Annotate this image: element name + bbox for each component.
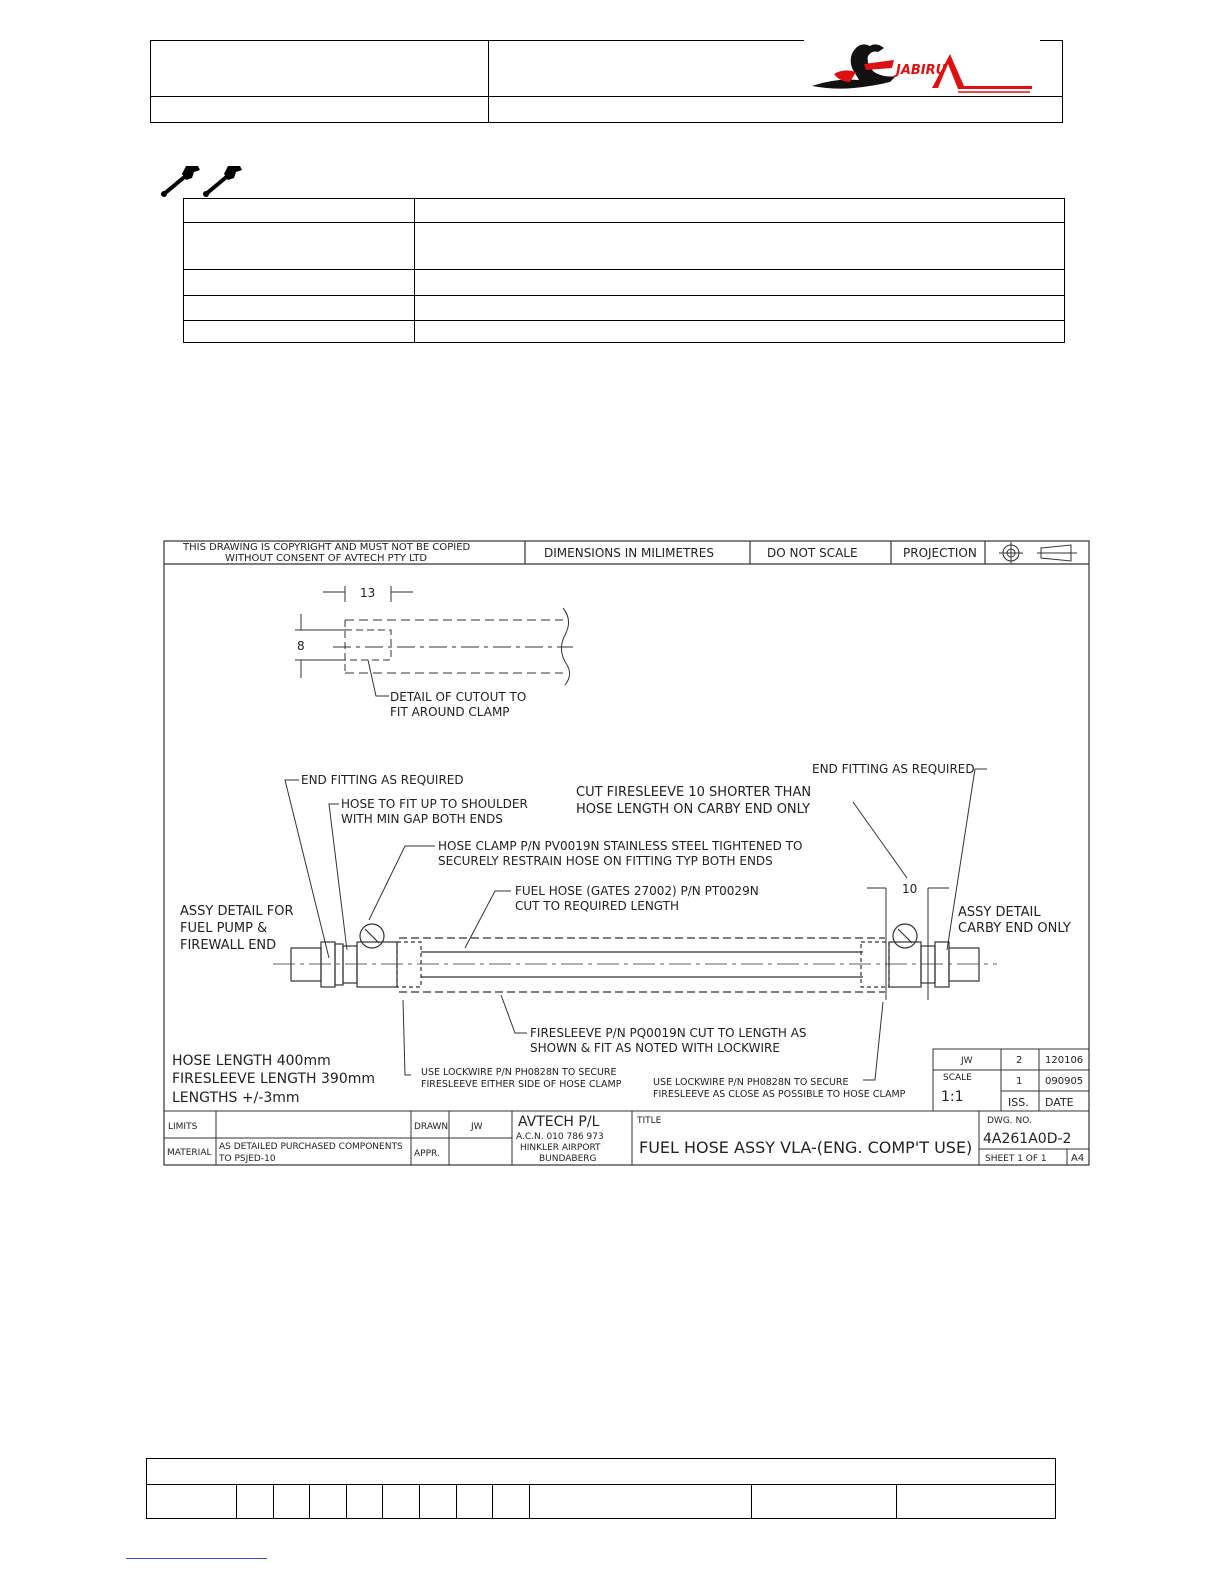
drawn-label: DRAWN	[414, 1122, 449, 1132]
lockwire-left-line-1: USE LOCKWIRE P/N PH0828N TO SECURE	[421, 1067, 617, 1078]
footer-col	[346, 1484, 347, 1519]
wrench-icon	[160, 162, 250, 198]
copyright-line-1: THIS DRAWING IS COPYRIGHT AND MUST NOT BE COPIED	[183, 542, 471, 553]
logo-area	[804, 38, 1040, 92]
firesleeve-line-2: SHOWN & FIT AS NOTED WITH LOCKWIRE	[530, 1041, 780, 1055]
material-value-2: TO PSJED-10	[219, 1154, 276, 1164]
info-table-col-divider	[414, 198, 415, 343]
do-not-scale: DO NOT SCALE	[767, 546, 858, 560]
assy-left-line-3: FIREWALL END	[180, 938, 277, 953]
footer-col	[751, 1484, 752, 1519]
projection-label: PROJECTION	[903, 546, 977, 560]
sheet-size: A4	[1071, 1153, 1085, 1164]
drawing-title: FUEL HOSE ASSY VLA-(ENG. COMP'T USE)	[639, 1138, 973, 1157]
lockwire-right-line-2: FIRESLEEVE AS CLOSE AS POSSIBLE TO HOSE CLAMP	[653, 1089, 906, 1100]
rev-date-1: 120106	[1045, 1055, 1084, 1066]
scale-value: 1:1	[941, 1089, 964, 1105]
footer-col	[382, 1484, 383, 1519]
assy-right-line-1: ASSY DETAIL	[958, 905, 1041, 920]
rev-iss-2: 1	[1016, 1076, 1023, 1087]
footer-col	[896, 1484, 897, 1519]
rev-by-1: JW	[961, 1056, 973, 1066]
scale-label: SCALE	[943, 1073, 972, 1083]
assy-right-line-2: CARBY END ONLY	[958, 921, 1071, 936]
footer-col	[273, 1484, 274, 1519]
dimensions-note: DIMENSIONS IN MILIMETRES	[544, 546, 714, 560]
date-label: DATE	[1045, 1096, 1074, 1109]
lockwire-left-line-2: FIRESLEEVE EITHER SIDE OF HOSE CLAMP	[421, 1079, 622, 1090]
jabiru-logo	[804, 38, 1040, 94]
footer-row-divider	[146, 1484, 1056, 1485]
info-table-row	[183, 222, 1065, 223]
rev-iss-1: 2	[1016, 1055, 1023, 1066]
hose-assembly	[273, 924, 997, 992]
cut-firesleeve-line-1: CUT FIRESLEEVE 10 SHORTER THAN	[576, 785, 812, 800]
footer-col	[419, 1484, 420, 1519]
info-table-row	[183, 295, 1065, 296]
logo-text: JABIRU	[896, 63, 947, 78]
wrench-icons	[160, 162, 250, 198]
footer-frame	[146, 1458, 1056, 1519]
copyright-line-2: WITHOUT CONSENT OF AVTECH PTY LTD	[225, 553, 428, 564]
title-label: TITLE	[637, 1116, 662, 1126]
hose-clamp-line-1: HOSE CLAMP P/N PV0019N STAINLESS STEEL TIGHTENED TO	[438, 839, 803, 853]
limits-label: LIMITS	[168, 1122, 198, 1132]
fuel-hose-line-2: CUT TO REQUIRED LENGTH	[515, 899, 680, 913]
footnote-rule	[126, 1558, 267, 1559]
rev-date-2: 090905	[1045, 1076, 1084, 1087]
cut-firesleeve-line-2: HOSE LENGTH ON CARBY END ONLY	[576, 802, 811, 817]
firesleeve-line-1: FIRESLEEVE P/N PQ0019N CUT TO LENGTH AS	[530, 1026, 807, 1040]
hose-fit-line-2: WITH MIN GAP BOTH ENDS	[341, 812, 503, 826]
footer-col	[309, 1484, 310, 1519]
engineering-drawing	[163, 540, 1090, 1166]
company-acn: A.C.N. 010 786 973	[516, 1132, 604, 1142]
header-row-divider	[150, 96, 1063, 97]
footer-col	[492, 1484, 493, 1519]
drawn-value: JW	[471, 1122, 483, 1132]
cutout-detail-line-1: DETAIL OF CUTOUT TO	[390, 690, 527, 704]
assy-left-line-1: ASSY DETAIL FOR	[180, 904, 294, 919]
hose-fit-line-1: HOSE TO FIT UP TO SHOULDER	[341, 797, 528, 811]
footer-col	[236, 1484, 237, 1519]
length-tolerance: LENGTHS +/-3mm	[172, 1090, 300, 1106]
iss-label: ISS.	[1008, 1096, 1029, 1109]
dim-10: 10	[902, 882, 918, 896]
info-table-row	[183, 320, 1065, 321]
info-table-row	[183, 269, 1065, 270]
assy-left-line-2: FUEL PUMP &	[180, 921, 268, 936]
company-name: AVTECH P/L	[518, 1114, 600, 1130]
end-fitting-right: END FITTING AS REQUIRED	[812, 762, 975, 776]
appr-label: APPR.	[414, 1149, 440, 1159]
fuel-hose-line-1: FUEL HOSE (GATES 27002) P/N PT0029N	[515, 884, 759, 898]
footer-col	[456, 1484, 457, 1519]
dim-8: 8	[297, 639, 305, 653]
sheet-number: SHEET 1 OF 1	[985, 1154, 1047, 1164]
dwg-label: DWG. NO.	[987, 1116, 1032, 1126]
company-address-2: BUNDABERG	[539, 1154, 597, 1164]
fuel-hose-drawing	[163, 540, 1090, 1166]
company-address-1: HINKLER AIRPORT	[520, 1143, 601, 1153]
dim-13: 13	[360, 586, 376, 600]
firesleeve-length: FIRESLEEVE LENGTH 390mm	[172, 1071, 375, 1087]
hose-clamp-line-2: SECURELY RESTRAIN HOSE ON FITTING TYP BOTH ENDS	[438, 854, 773, 868]
dwg-number: 4A261A0D-2	[983, 1131, 1072, 1147]
cutout-detail-line-2: FIT AROUND CLAMP	[390, 705, 510, 719]
header-divider	[488, 40, 489, 123]
material-value-1: AS DETAILED PURCHASED COMPONENTS	[219, 1142, 403, 1152]
hose-length: HOSE LENGTH 400mm	[172, 1053, 331, 1069]
info-table-frame	[183, 198, 1065, 343]
footer-col	[529, 1484, 530, 1519]
projection-icon	[999, 542, 1077, 564]
material-label: MATERIAL	[167, 1148, 212, 1158]
lockwire-right-line-1: USE LOCKWIRE P/N PH0828N TO SECURE	[653, 1077, 849, 1088]
end-fitting-left: END FITTING AS REQUIRED	[301, 773, 464, 787]
